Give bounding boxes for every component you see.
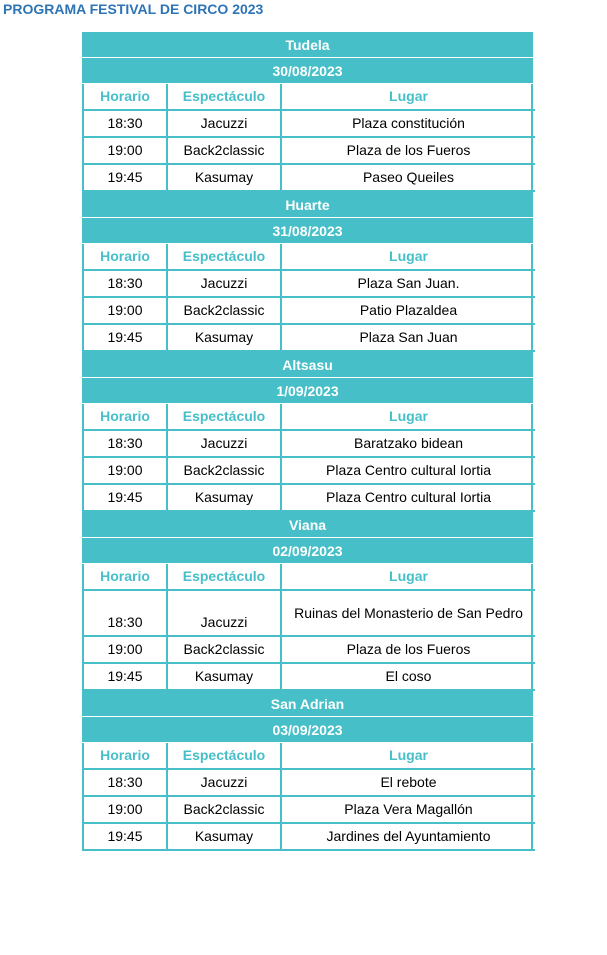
time-cell: 18:30 xyxy=(84,271,168,298)
show-cell: Jacuzzi xyxy=(168,271,282,298)
show-cell: Kasumay xyxy=(168,325,282,352)
section-grid xyxy=(82,244,533,352)
town-header: Tudela xyxy=(82,32,533,58)
column-header-show: Espectáculo xyxy=(168,404,282,431)
show-cell: Back2classic xyxy=(168,637,282,664)
time-cell: 18:30 xyxy=(84,591,168,637)
section-grid xyxy=(82,84,533,192)
place-cell: Plaza de los Fueros xyxy=(282,637,535,664)
show-cell: Kasumay xyxy=(168,824,282,851)
column-header-show: Espectáculo xyxy=(168,84,282,111)
show-cell: Back2classic xyxy=(168,138,282,165)
time-cell: 18:30 xyxy=(84,111,168,138)
place-cell: Plaza de los Fueros xyxy=(282,138,535,165)
date-header: 03/09/2023 xyxy=(82,717,533,743)
show-cell: Jacuzzi xyxy=(168,770,282,797)
column-header-time: Horario xyxy=(84,743,168,770)
time-cell: 19:00 xyxy=(84,138,168,165)
date-header: 02/09/2023 xyxy=(82,538,533,564)
time-cell: 19:00 xyxy=(84,298,168,325)
column-header-time: Horario xyxy=(84,244,168,271)
place-cell: Ruinas del Monasterio de San Pedro xyxy=(282,591,535,637)
column-header-show: Espectáculo xyxy=(168,743,282,770)
column-header-place: Lugar xyxy=(282,564,535,591)
column-header-show: Espectáculo xyxy=(168,244,282,271)
show-cell: Back2classic xyxy=(168,298,282,325)
column-header-place: Lugar xyxy=(282,743,535,770)
section-grid xyxy=(82,404,533,512)
schedule-table xyxy=(82,32,533,851)
time-cell: 19:45 xyxy=(84,664,168,691)
show-cell: Kasumay xyxy=(168,664,282,691)
place-cell: Paseo Queiles xyxy=(282,165,535,192)
place-cell: Plaza constitución xyxy=(282,111,535,138)
show-cell: Jacuzzi xyxy=(168,431,282,458)
column-header-time: Horario xyxy=(84,404,168,431)
place-cell: El rebote xyxy=(282,770,535,797)
show-cell: Back2classic xyxy=(168,458,282,485)
column-header-time: Horario xyxy=(84,564,168,591)
place-cell: Patio Plazaldea xyxy=(282,298,535,325)
show-cell: Back2classic xyxy=(168,797,282,824)
town-header: Altsasu xyxy=(82,352,533,378)
place-cell: Plaza San Juan. xyxy=(282,271,535,298)
section-grid xyxy=(82,743,533,851)
show-cell: Kasumay xyxy=(168,165,282,192)
date-header: 30/08/2023 xyxy=(82,58,533,84)
town-header: San Adrian xyxy=(82,691,533,717)
time-cell: 19:45 xyxy=(84,485,168,512)
place-cell: Plaza San Juan xyxy=(282,325,535,352)
show-cell: Jacuzzi xyxy=(168,111,282,138)
column-header-show: Espectáculo xyxy=(168,564,282,591)
column-header-place: Lugar xyxy=(282,404,535,431)
column-header-place: Lugar xyxy=(282,84,535,111)
page-title: PROGRAMA FESTIVAL DE CIRCO 2023 xyxy=(3,1,264,17)
town-header: Huarte xyxy=(82,192,533,218)
time-cell: 18:30 xyxy=(84,770,168,797)
column-header-place: Lugar xyxy=(282,244,535,271)
show-cell: Jacuzzi xyxy=(168,591,282,637)
column-header-time: Horario xyxy=(84,84,168,111)
time-cell: 19:00 xyxy=(84,458,168,485)
time-cell: 19:45 xyxy=(84,165,168,192)
place-cell: Plaza Centro cultural Iortia xyxy=(282,458,535,485)
place-cell: Plaza Centro cultural Iortia xyxy=(282,485,535,512)
place-cell: El coso xyxy=(282,664,535,691)
town-header: Viana xyxy=(82,512,533,538)
date-header: 1/09/2023 xyxy=(82,378,533,404)
section-grid xyxy=(82,564,533,691)
place-cell: Baratzako bidean xyxy=(282,431,535,458)
time-cell: 18:30 xyxy=(84,431,168,458)
time-cell: 19:45 xyxy=(84,824,168,851)
time-cell: 19:45 xyxy=(84,325,168,352)
show-cell: Kasumay xyxy=(168,485,282,512)
date-header: 31/08/2023 xyxy=(82,218,533,244)
time-cell: 19:00 xyxy=(84,797,168,824)
place-cell: Jardines del Ayuntamiento xyxy=(282,824,535,851)
place-cell: Plaza Vera Magallón xyxy=(282,797,535,824)
time-cell: 19:00 xyxy=(84,637,168,664)
